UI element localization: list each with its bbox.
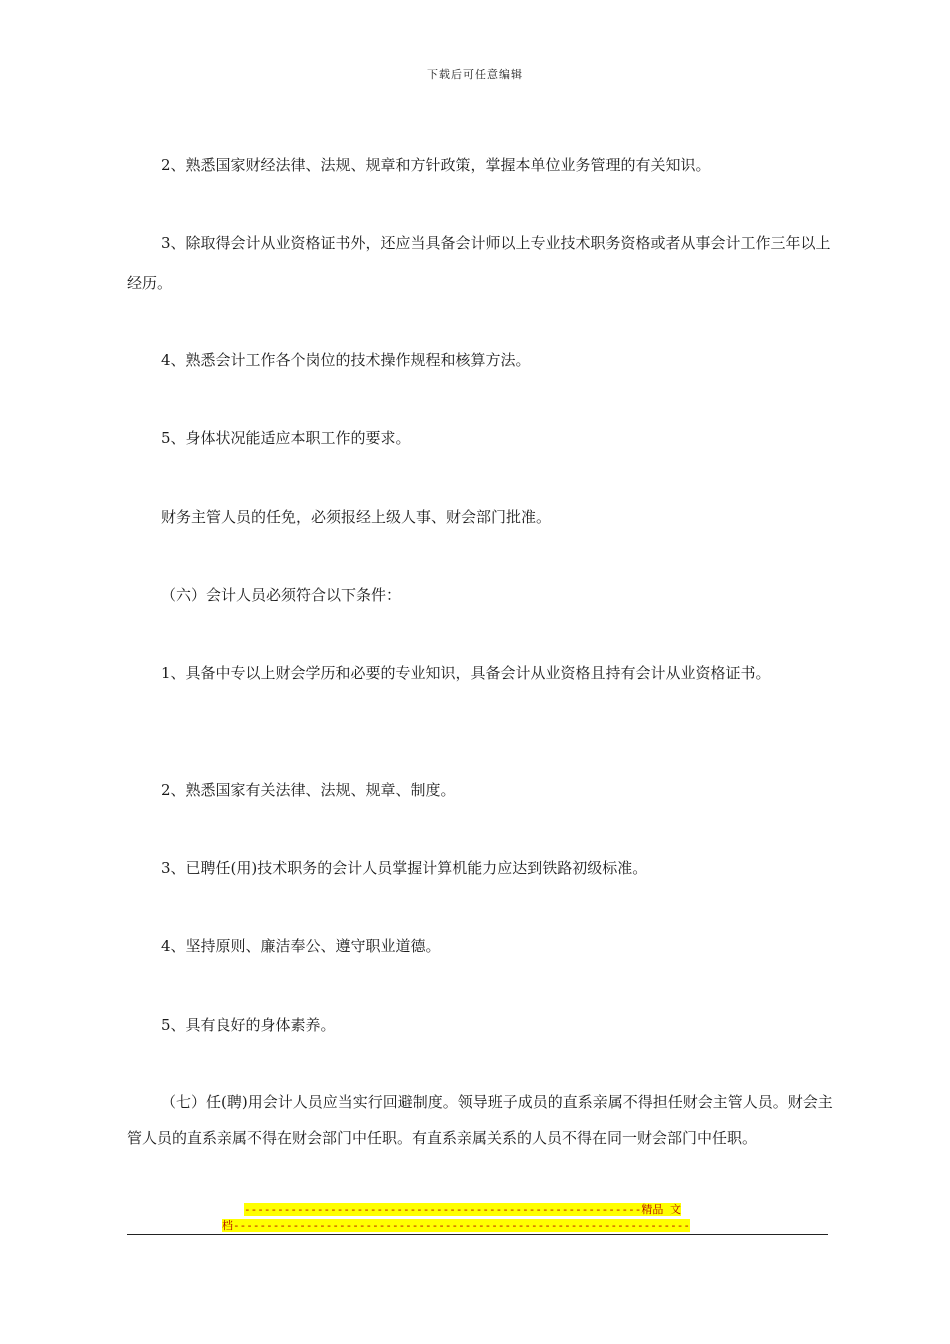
footer-banner-line-1: ------------------------------------------------------------精品 文	[244, 1203, 681, 1216]
paragraph-11: 5、具有良好的身体素养。	[161, 1016, 336, 1034]
footer-rule	[127, 1234, 828, 1235]
paragraph-3: 4、熟悉会计工作各个岗位的技术操作规程和核算方法。	[161, 351, 531, 369]
paragraph-9: 3、已聘任(用)技术职务的会计人员掌握计算机能力应达到铁路初级标准。	[161, 859, 648, 877]
paragraph-2: 3、除取得会计从业资格证书外，还应当具备会计师以上专业技术职务资格或者从事会计工作三年以上经历。	[127, 234, 831, 292]
paragraph-8: 2、熟悉国家有关法律、法规、规章、制度。	[161, 781, 456, 799]
paragraph-7: 1、具备中专以上财会学历和必要的专业知识，具备会计从业资格且持有会计从业资格证书。	[161, 664, 771, 682]
paragraph-4: 5、身体状况能适应本职工作的要求。	[161, 429, 411, 447]
paragraph-12: （七）任(聘)用会计人员应当实行回避制度。领导班子成员的直系亲属不得担任财会主管人员。财会主管人员的直系亲属不得在财会部门中任职。有直系亲属关系的人员不得在同一财会部门中任职。	[127, 1093, 833, 1147]
paragraph-5: 财务主管人员的任免，必须报经上级人事、财会部门批准。	[161, 508, 552, 526]
footer-banner-line-2: 档---------------------------------------------------------------------	[222, 1219, 690, 1232]
page-header: 下载后可任意编辑	[427, 68, 523, 81]
paragraph-10: 4、坚持原则、廉洁奉公、遵守职业道德。	[161, 937, 441, 955]
paragraph-1: 2、熟悉国家财经法律、法规、规章和方针政策，掌握本单位业务管理的有关知识。	[161, 156, 711, 174]
paragraph-6: （六）会计人员必须符合以下条件：	[161, 586, 402, 604]
footer-banner	[222, 1202, 734, 1234]
